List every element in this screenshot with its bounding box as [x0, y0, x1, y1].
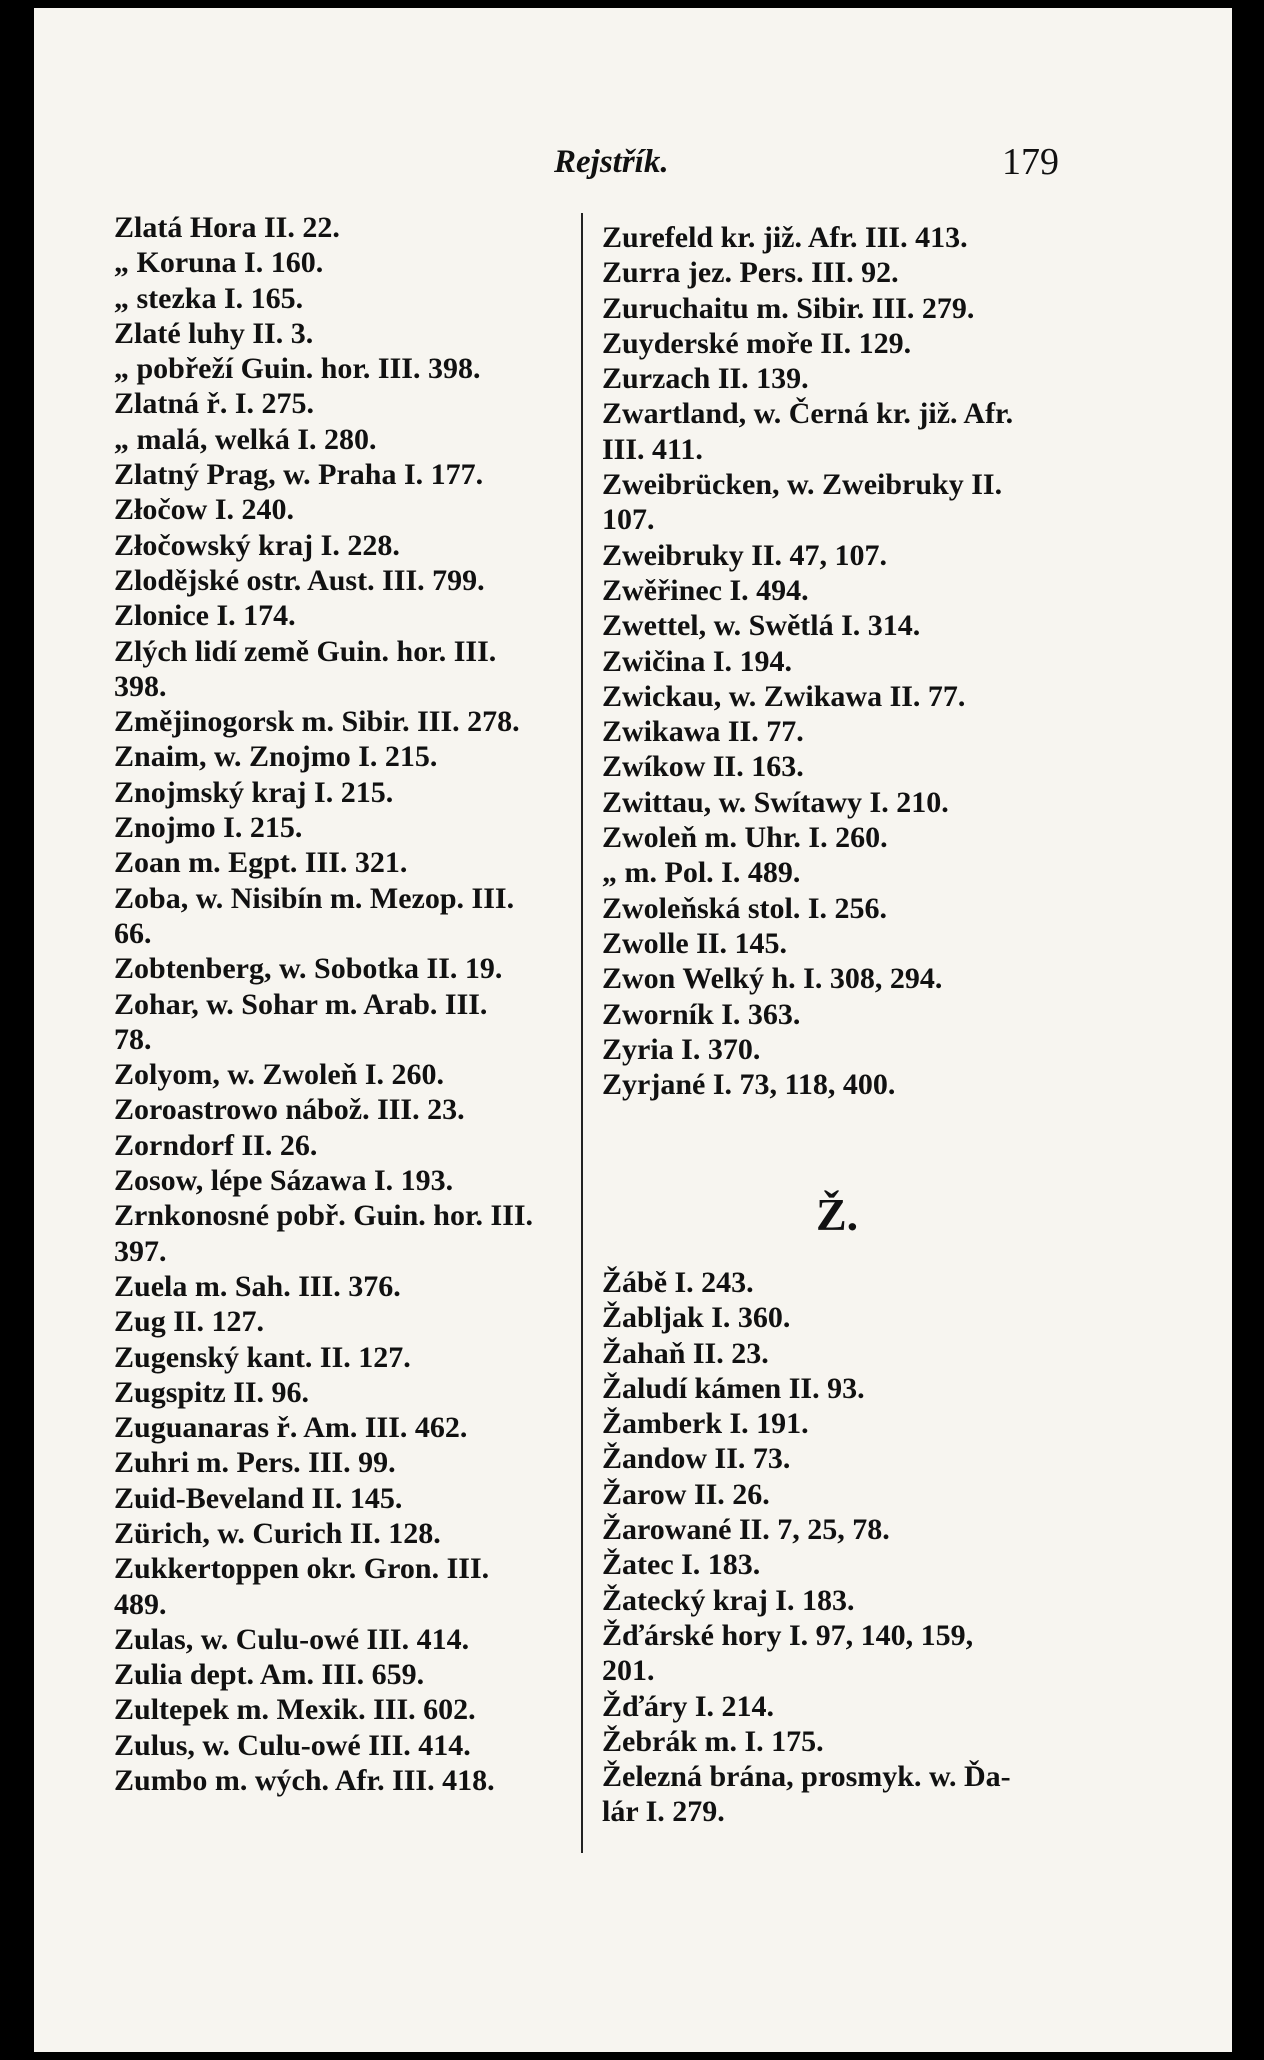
index-entry: Žahaň II. 23.: [602, 1336, 769, 1370]
index-entry: Zwikawa II. 77.: [602, 715, 804, 749]
index-entry: „ m. Pol. I. 489.: [602, 856, 801, 890]
index-entry: Zlatá Hora II. 22.: [114, 211, 340, 244]
index-entry: Zumbo m. wých. Afr. III. 418.: [114, 1764, 495, 1798]
index-entry: 201.: [602, 1654, 655, 1688]
index-entry: Zobtenberg, w. Sobotka II. 19.: [114, 952, 503, 986]
index-entry: Zurzach II. 139.: [602, 362, 809, 396]
index-entry: 107.: [602, 503, 655, 537]
index-entry: Zoba, w. Nisibín m. Mezop. III.: [114, 881, 515, 915]
index-entry: Zosow, lépe Sázawa I. 193.: [114, 1164, 454, 1198]
index-entry: Žarowané II. 7, 25, 78.: [602, 1513, 890, 1547]
index-entry: Změjinogorsk m. Sibir. III. 278.: [114, 705, 520, 739]
index-entry: Zuyderské moře II. 129.: [602, 326, 912, 360]
index-entry: Zurefeld kr. již. Afr. III. 413.: [602, 221, 968, 254]
index-entry: 78.: [114, 1022, 152, 1056]
index-entry: Zuela m. Sah. III. 376.: [114, 1269, 401, 1303]
book-page: [34, 8, 1232, 2052]
index-entry: Zlonice I. 174.: [114, 599, 296, 633]
index-entry: Zugenský kant. II. 127.: [114, 1340, 411, 1374]
index-entry: 398.: [114, 669, 167, 703]
column-divider: [581, 213, 583, 1853]
index-entry: Zohar, w. Sohar m. Arab. III.: [114, 987, 488, 1021]
index-entry: Zulia dept. Am. III. 659.: [114, 1658, 425, 1692]
index-entry: Znojmo I. 215.: [114, 811, 303, 845]
index-entry: Žamberk I. 191.: [602, 1407, 809, 1441]
index-entry: Zlých lidí země Guin. hor. III.: [114, 634, 497, 668]
index-entry: Zyria I. 370.: [602, 1032, 761, 1066]
index-column-left: [114, 210, 584, 1798]
index-entry: Zultepek m. Mexik. III. 602.: [114, 1693, 476, 1727]
index-entry: Zworník I. 363.: [602, 997, 801, 1031]
index-entry: Zyrjané I. 73, 118, 400.: [602, 1068, 896, 1102]
index-entry: Zoan m. Egpt. III. 321.: [114, 846, 408, 880]
index-entry: Zorndorf II. 26.: [114, 1128, 318, 1162]
index-entry: Zwíkow II. 163.: [602, 750, 804, 784]
index-entry: Zuruchaitu m. Sibir. III. 279.: [602, 291, 975, 325]
index-entry: Zuhri m. Pers. III. 99.: [114, 1446, 396, 1480]
index-entry: „ stezka I. 165.: [114, 281, 304, 315]
index-entry: Zuguanaras ř. Am. III. 462.: [114, 1411, 468, 1445]
index-entry: Žďáry I. 214.: [602, 1689, 775, 1723]
index-entry: Žebrák m. I. 175.: [602, 1724, 824, 1758]
index-entry: Znaim, w. Znojmo I. 215.: [114, 740, 438, 774]
running-header-title: Rejstřík.: [554, 144, 669, 180]
index-entry: Zukkertoppen okr. Gron. III.: [114, 1552, 490, 1586]
index-entry: Zug II. 127.: [114, 1305, 265, 1339]
index-entry: Zwěřinec I. 494.: [602, 573, 809, 607]
index-entry: Žarow II. 26.: [602, 1477, 770, 1511]
index-entry: Zuid-Beveland II. 145.: [114, 1481, 403, 1515]
index-entry: Zlatná ř. I. 275.: [114, 387, 315, 421]
index-entry: Zwickau, w. Zwikawa II. 77.: [602, 679, 966, 713]
index-entry: lár I. 279.: [602, 1795, 725, 1829]
index-entry: Žandow II. 73.: [602, 1442, 791, 1476]
index-entry: Zwettel, w. Swětlá I. 314.: [602, 609, 921, 643]
index-entry: Zürich, w. Curich II. 128.: [114, 1516, 441, 1550]
index-entry: 489.: [114, 1587, 167, 1621]
index-entry: Zlodějské ostr. Aust. III. 799.: [114, 563, 485, 597]
index-entry: Zurra jez. Pers. III. 92.: [602, 256, 899, 290]
index-column-right-z-section: [602, 1265, 1102, 1830]
index-entry: Zugspitz II. 96.: [114, 1375, 310, 1409]
index-column-right: [602, 220, 1092, 1102]
index-entry: Złočowský kraj I. 228.: [114, 528, 400, 562]
index-entry: Zwartland, w. Černá kr. již. Afr.: [602, 397, 1014, 431]
index-entry: Zolyom, w. Zwoleň I. 260.: [114, 1058, 445, 1092]
index-entry: Zwoleň m. Uhr. I. 260.: [602, 821, 888, 855]
index-entry: Žďárské hory I. 97, 140, 159,: [602, 1618, 974, 1652]
index-entry: Zulas, w. Culu-owé III. 414.: [114, 1622, 470, 1656]
index-entry: „ pobřeží Guin. hor. III. 398.: [114, 352, 481, 386]
index-entry: Zrnkonosné pobř. Guin. hor. III.: [114, 1199, 534, 1233]
index-entry: Zwičina I. 194.: [602, 644, 793, 678]
index-entry: Znojmský kraj I. 215.: [114, 775, 394, 809]
index-entry: Zulus, w. Culu-owé III. 414.: [114, 1728, 471, 1762]
index-entry: Zlatný Prag, w. Praha I. 177.: [114, 458, 484, 492]
index-entry: Železná brána, prosmyk. w. Ďa-: [602, 1760, 1011, 1794]
index-entry: Žatec I. 183.: [602, 1548, 761, 1582]
page-number: 179: [1002, 141, 1059, 183]
index-entry: „ Koruna I. 160.: [114, 246, 324, 280]
index-entry: Zlaté luhy II. 3.: [114, 316, 314, 350]
index-entry: Zweibrücken, w. Zweibruky II.: [602, 468, 1003, 502]
index-entry: 397.: [114, 1234, 167, 1268]
index-entry: Złočow I. 240.: [114, 493, 294, 527]
index-entry: Zwittau, w. Swítawy I. 210.: [602, 785, 949, 819]
index-entry: Žaludí kámen II. 93.: [602, 1371, 865, 1405]
index-entry: Žábě I. 243.: [602, 1266, 754, 1299]
index-entry: Zoroastrowo nábož. III. 23.: [114, 1093, 465, 1127]
index-entry: Žabljak I. 360.: [602, 1301, 791, 1335]
index-entry: Zwon Welký h. I. 308, 294.: [602, 962, 943, 996]
index-entry: 66.: [114, 916, 152, 950]
index-entry: Zwoleňská stol. I. 256.: [602, 891, 888, 925]
section-heading-z-caron: Ž.: [816, 1189, 859, 1240]
index-entry: Žatecký kraj I. 183.: [602, 1583, 855, 1617]
index-entry: Zwolle II. 145.: [602, 926, 788, 960]
index-entry: III. 411.: [602, 432, 703, 466]
index-entry: „ malá, welká I. 280.: [114, 422, 377, 456]
index-entry: Zweibruky II. 47, 107.: [602, 538, 888, 572]
